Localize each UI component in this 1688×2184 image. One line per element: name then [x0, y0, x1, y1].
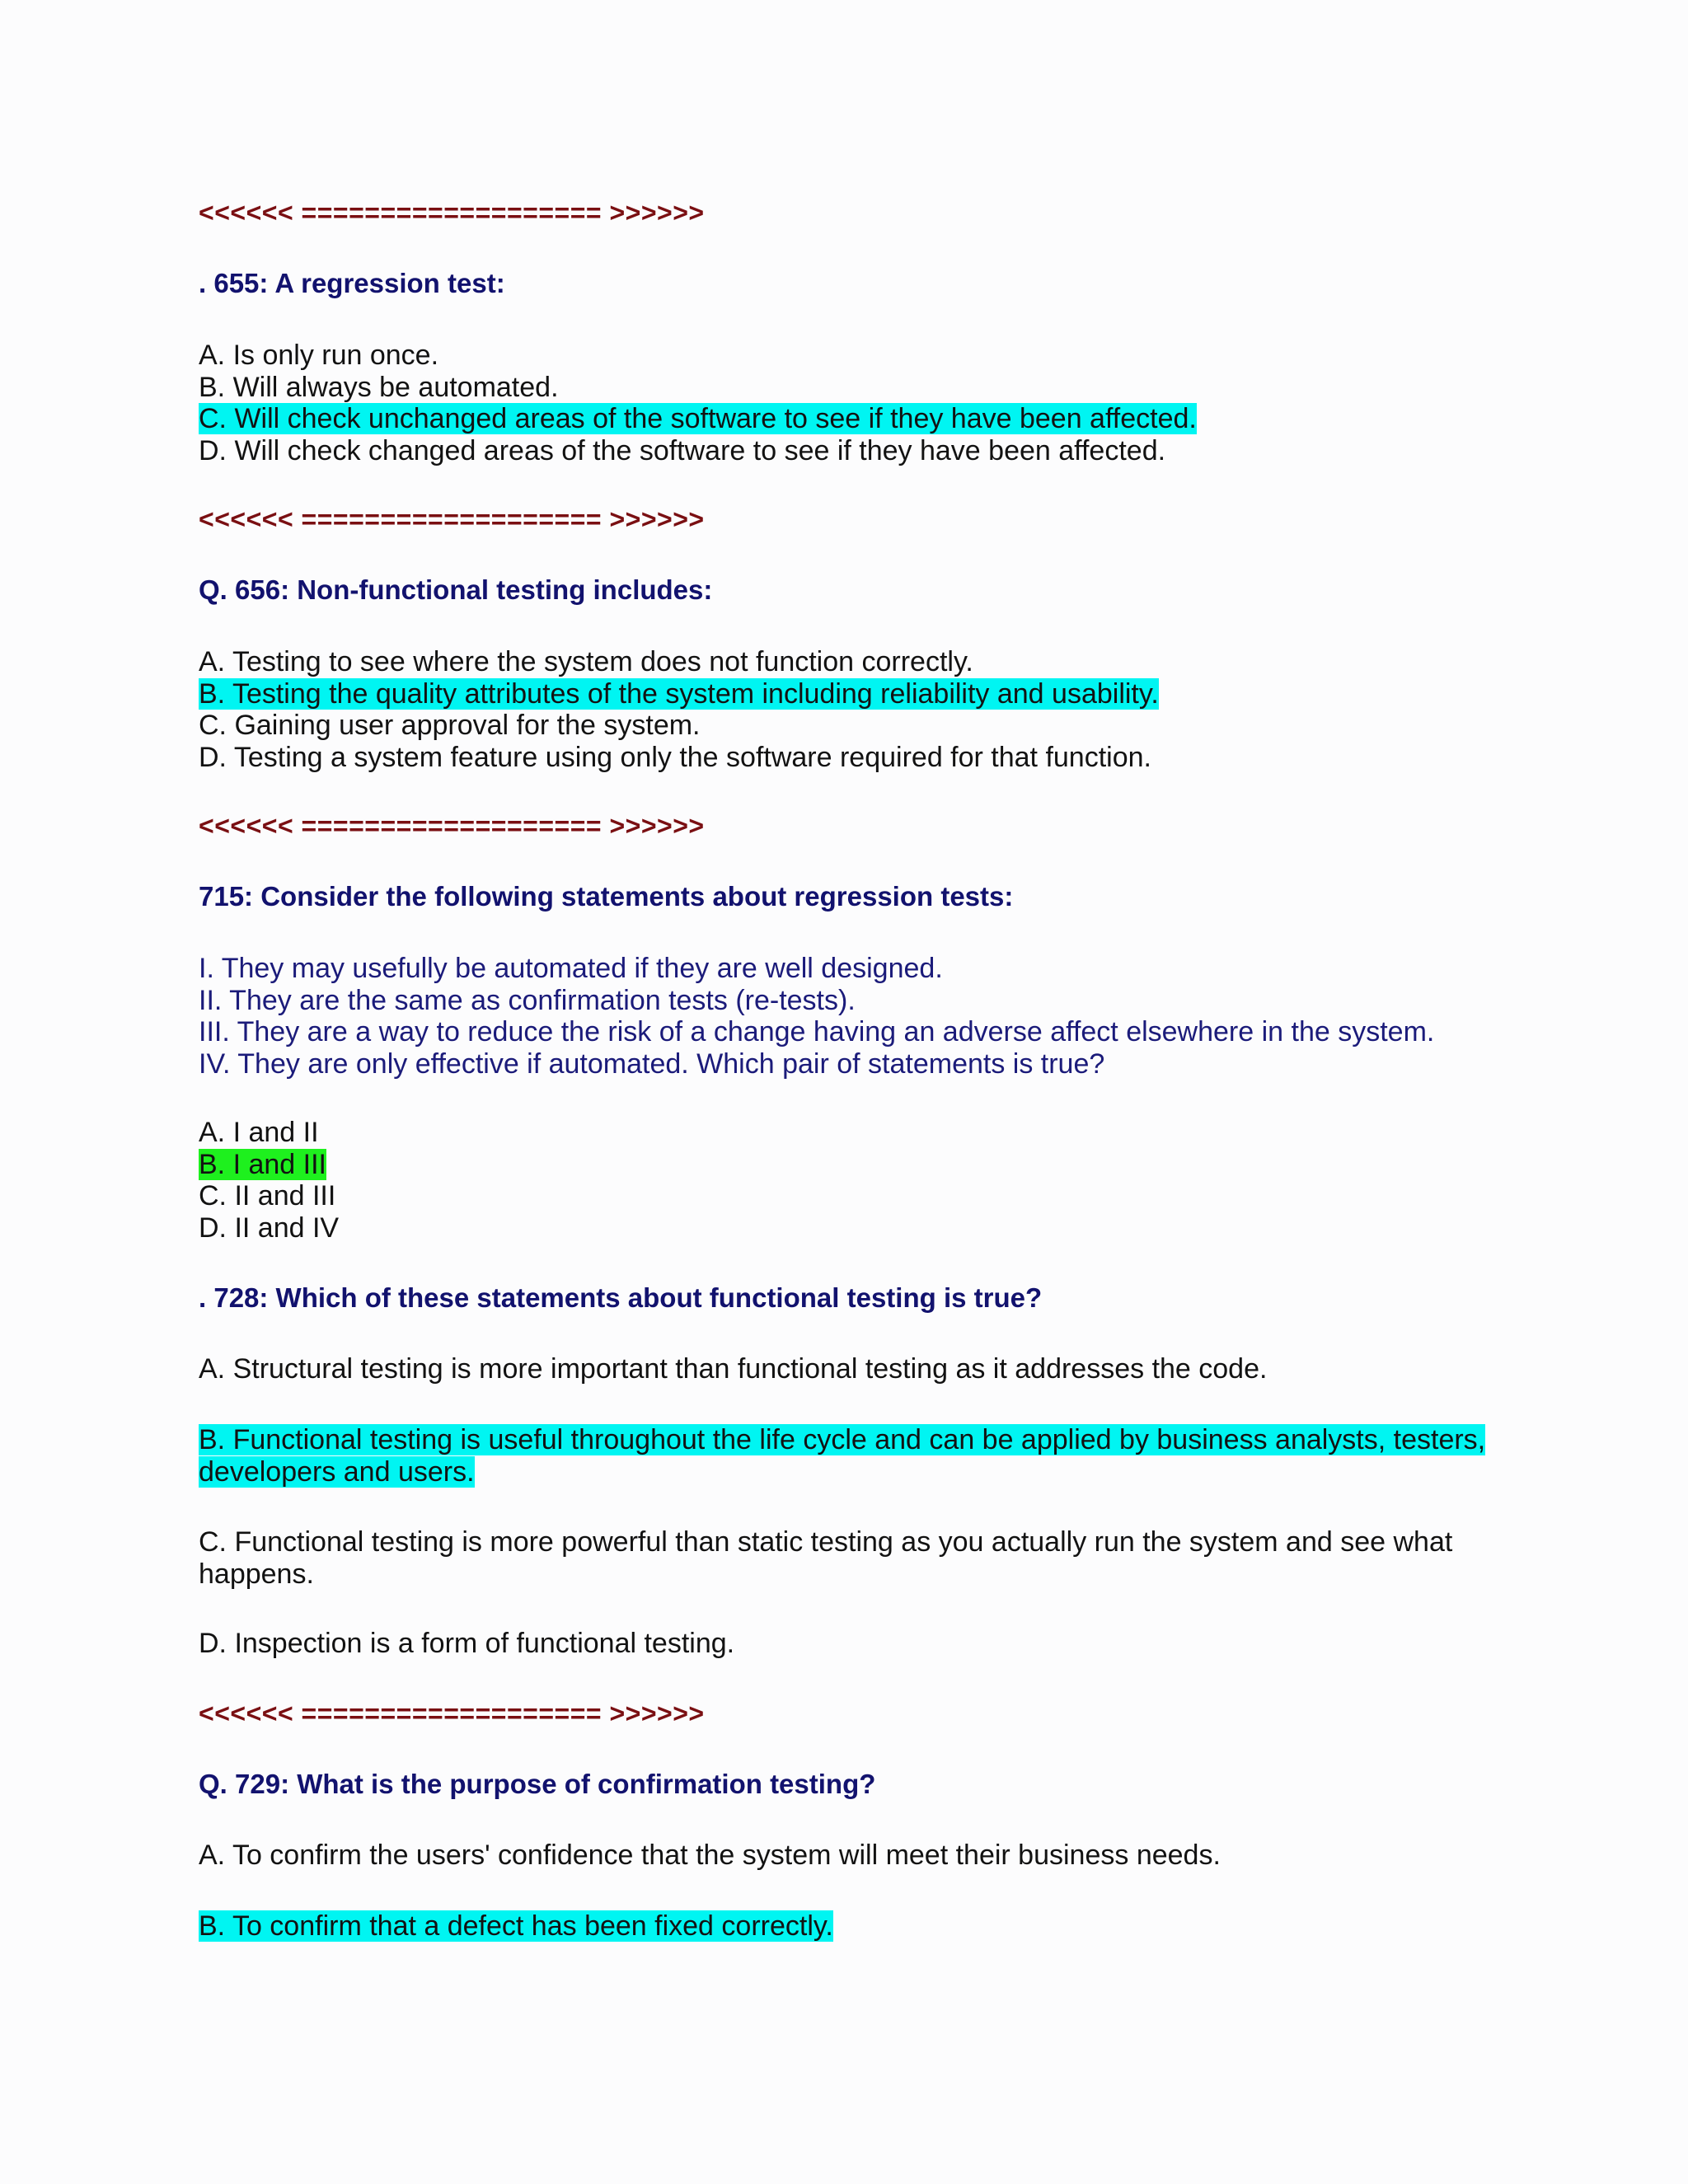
option-a: A. I and II: [199, 1117, 319, 1148]
answer-highlight: C. Will check unchanged areas of the software to see if they have been affected.: [199, 403, 1197, 434]
separator: <<<<<< =================== >>>>>>: [199, 811, 705, 841]
question-729-option-b-correct: [199, 1910, 833, 1943]
statement-ii: II. They are the same as confirmation tests (re-tests).: [199, 984, 856, 1016]
separator: <<<<<< =================== >>>>>>: [199, 1699, 705, 1728]
answer-highlight: B. To confirm that a defect has been fixed correctly.: [199, 1910, 833, 1942]
question-728-option-d: D. Inspection is a form of functional testing.: [199, 1628, 735, 1659]
option-d: D. Will check changed areas of the software to see if they have been affected.: [199, 434, 1166, 466]
statement-iii: III. They are a way to reduce the risk of a change having an adverse affect elsewhere in the system.: [199, 1016, 1435, 1047]
option-c: C. II and III: [199, 1180, 336, 1212]
question-729-option-a: A. To confirm the users' confidence that the system will meet their business needs.: [199, 1840, 1221, 1871]
option-c-correct: [199, 403, 1197, 435]
statement-i: I. They may usefully be automated if they are well designed.: [199, 953, 943, 984]
question-656-title: Q. 656: Non-functional testing includes:: [199, 574, 713, 605]
option-a: A. Is only run once.: [199, 340, 439, 371]
statement-iv: IV. They are only effective if automated. Which pair of statements is true?: [199, 1047, 1105, 1080]
question-655-options: [199, 340, 1197, 466]
option-b-correct: [199, 678, 1159, 710]
option-b: B. Will always be automated.: [199, 371, 559, 403]
option-b-correct: [199, 1149, 339, 1181]
question-656-options: [199, 646, 1159, 773]
question-728-option-c: C. Functional testing is more powerful than static testing as you actually run the system and see what happens.: [199, 1526, 1453, 1590]
answer-highlight: B. Functional testing is useful throughout the life cycle and can be applied by business analysts, testers,: [199, 1424, 1486, 1455]
separator: <<<<<< =================== >>>>>>: [199, 198, 705, 227]
option-c: C. Gaining user approval for the system.: [199, 710, 701, 741]
option-a: A. Testing to see where the system does not function correctly.: [199, 646, 973, 677]
question-655-title: . 655: A regression test:: [199, 268, 505, 298]
answer-highlight: B. Testing the quality attributes of the system including reliability and usability.: [199, 677, 1159, 710]
question-728-option-a: A. Structural testing is more important than functional testing as it addresses the code.: [199, 1353, 1268, 1385]
question-729-title: Q. 729: What is the purpose of confirmation testing?: [199, 1769, 876, 1799]
question-715-statements: [199, 953, 1434, 1080]
question-715-title: 715: Consider the following statements about regression tests:: [199, 881, 1014, 912]
answer-highlight: B. I and III: [199, 1148, 326, 1180]
separator: <<<<<< =================== >>>>>>: [199, 504, 705, 534]
option-d: D. Testing a system feature using only the software required for that function.: [199, 741, 1151, 773]
question-715-options: [199, 1117, 339, 1244]
question-728-title: . 728: Which of these statements about functional testing is true?: [199, 1282, 1043, 1313]
question-728-option-b-correct: [199, 1424, 1485, 1488]
answer-highlight: developers and users.: [199, 1455, 475, 1488]
option-d: D. II and IV: [199, 1212, 340, 1244]
